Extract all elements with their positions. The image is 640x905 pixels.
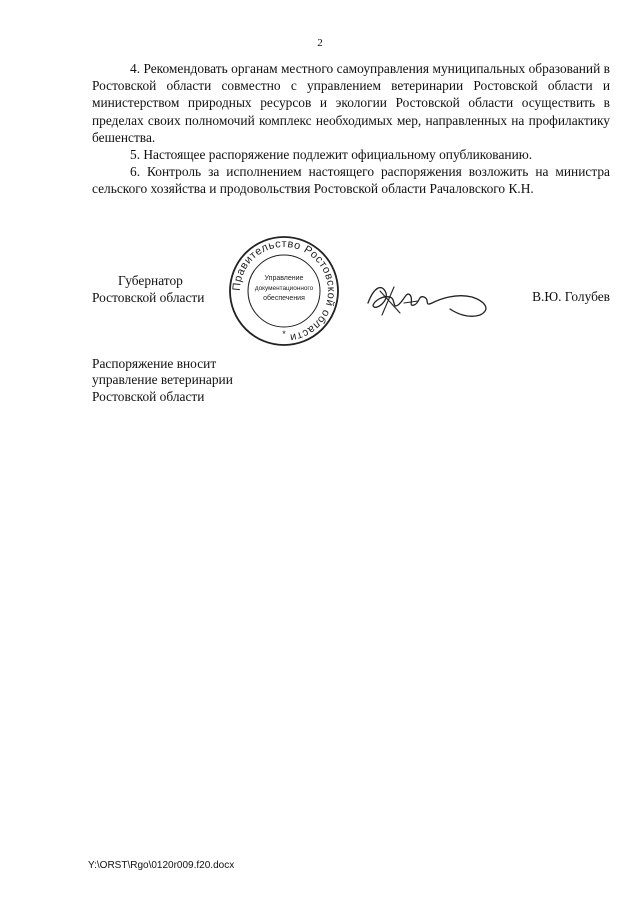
governor-name: В.Ю. Голубев: [532, 289, 610, 304]
submitter-note: [92, 356, 233, 405]
seal-inner-line2: документационного: [254, 285, 314, 292]
handwritten-signature-icon: [360, 273, 500, 323]
submitter-line2: управление ветеринарии: [92, 372, 233, 388]
official-seal-icon: [228, 235, 340, 347]
footer-file-path: Y:\ORST\Rgo\0120r009.f20.docx: [88, 860, 235, 871]
seal-star: *: [282, 329, 286, 339]
signature-block: [92, 237, 610, 355]
governor-title: [92, 272, 204, 306]
seal-outer-text: Правительство Ростовской области: [230, 237, 338, 344]
seal-inner-line1: Управление: [264, 275, 304, 282]
seal-inner-line3: обеспечения: [263, 295, 305, 302]
paragraph-5: 5. Настоящее распоряжение подлежит официальному опубликованию.: [130, 147, 533, 163]
governor-title-line1: Губернатор: [118, 273, 183, 288]
page-number: 2: [317, 37, 323, 49]
governor-title-line2: Ростовской области: [92, 290, 205, 306]
paragraph-6: 6. Контроль за исполнением настоящего распоряжения возложить на министра сельского хозяйства и продовольствия Ростовской области Рачаловского К.Н.: [92, 164, 610, 197]
document-body: [92, 60, 610, 198]
submitter-line3: Ростовской области: [92, 388, 205, 404]
paragraph-4: 4. Рекомендовать органам местного самоуправления муниципальных образований в Ростовской области совместно с управлением ветеринарии Ростовской области и министерством природных ресурсов и экологии Ростовской области осуществить в пределах своих полномочий комплекс необходимых мер, направленных на профилактику бешенства.: [92, 61, 610, 145]
submitter-line1: Распоряжение вносит: [92, 356, 217, 371]
